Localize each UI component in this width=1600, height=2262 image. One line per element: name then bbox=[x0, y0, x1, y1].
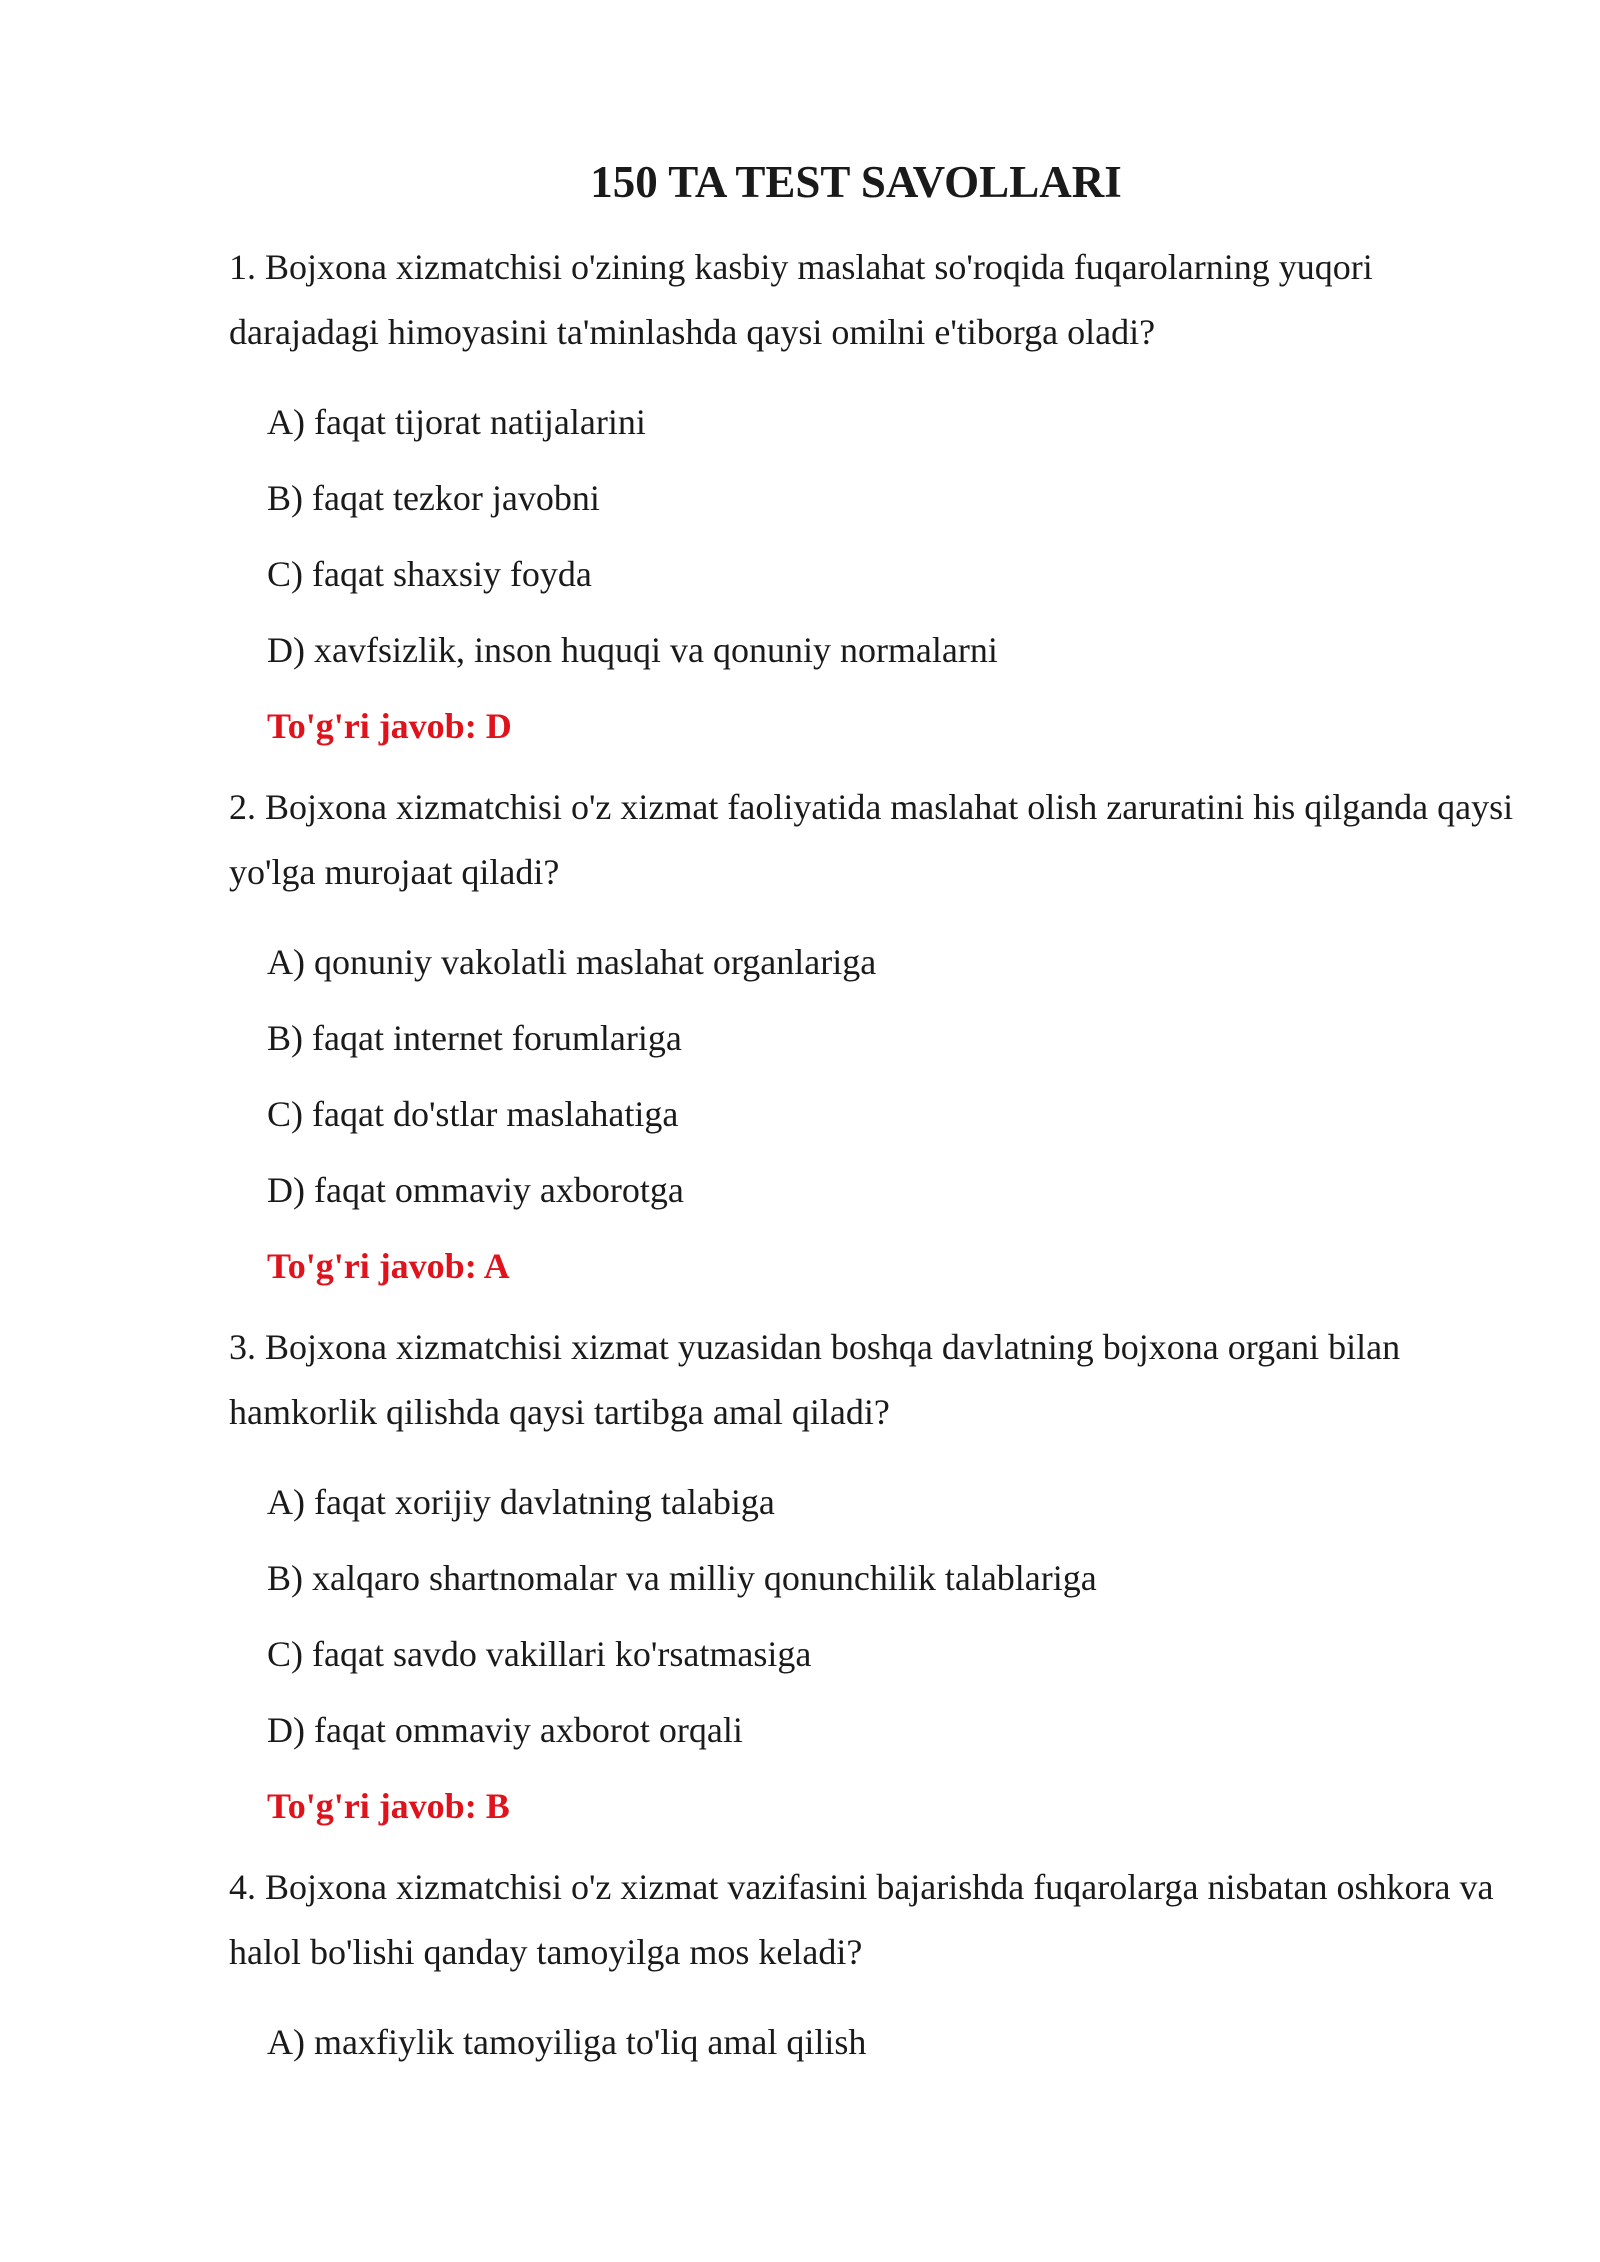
question-4-text: 4. Bojxona xizmatchisi o'z xizmat vazifasini bajarishda fuqarolarga nisbatan oshkora va halol bo'lishi qanday tamoyilga mos keladi? bbox=[229, 1867, 1494, 1972]
question-2-option-d: D) faqat ommaviy axborotga bbox=[267, 1170, 684, 1210]
question-3-option-a: A) faqat xorijiy davlatning talabiga bbox=[267, 1482, 775, 1522]
question-4-option-a: A) maxfiylik tamoyiliga to'liq amal qilish bbox=[267, 2022, 867, 2062]
question-1-text: 1. Bojxona xizmatchisi o'zining kasbiy maslahat so'roqida fuqarolarning yuqori darajadagi himoyasini ta'minlashda qaysi omilni e'tiborga oladi? bbox=[229, 247, 1373, 352]
question-3-answer: To'g'ri javob: B bbox=[267, 1786, 510, 1826]
question-2-option-c: C) faqat do'stlar maslahatiga bbox=[267, 1094, 679, 1134]
document-title: 150 TA TEST SAVOLLARI bbox=[590, 157, 1122, 207]
question-2-option-a: A) qonuniy vakolatli maslahat organlariga bbox=[267, 942, 877, 982]
question-3-option-c: C) faqat savdo vakillari ko'rsatmasiga bbox=[267, 1634, 812, 1674]
question-2-option-b: B) faqat internet forumlariga bbox=[267, 1018, 682, 1058]
question-3-text: 3. Bojxona xizmatchisi xizmat yuzasidan boshqa davlatning bojxona organi bilan hamkorlik qilishda qaysi tartibga amal qiladi? bbox=[229, 1327, 1401, 1432]
question-1-answer: To'g'ri javob: D bbox=[267, 706, 512, 746]
question-2-answer: To'g'ri javob: A bbox=[267, 1246, 510, 1286]
question-1-option-a: A) faqat tijorat natijalarini bbox=[267, 402, 646, 442]
question-3-option-d: D) faqat ommaviy axborot orqali bbox=[267, 1710, 743, 1750]
question-1-option-b: B) faqat tezkor javobni bbox=[267, 478, 600, 518]
question-3-option-b: B) xalqaro shartnomalar va milliy qonunchilik talablariga bbox=[267, 1558, 1097, 1598]
question-1-option-d: D) xavfsizlik, inson huquqi va qonuniy normalarni bbox=[267, 630, 998, 670]
question-1-option-c: C) faqat shaxsiy foyda bbox=[267, 554, 592, 594]
question-2-text: 2. Bojxona xizmatchisi o'z xizmat faoliyatida maslahat olish zaruratini his qilganda qaysi yo'lga murojaat qiladi? bbox=[229, 787, 1514, 892]
